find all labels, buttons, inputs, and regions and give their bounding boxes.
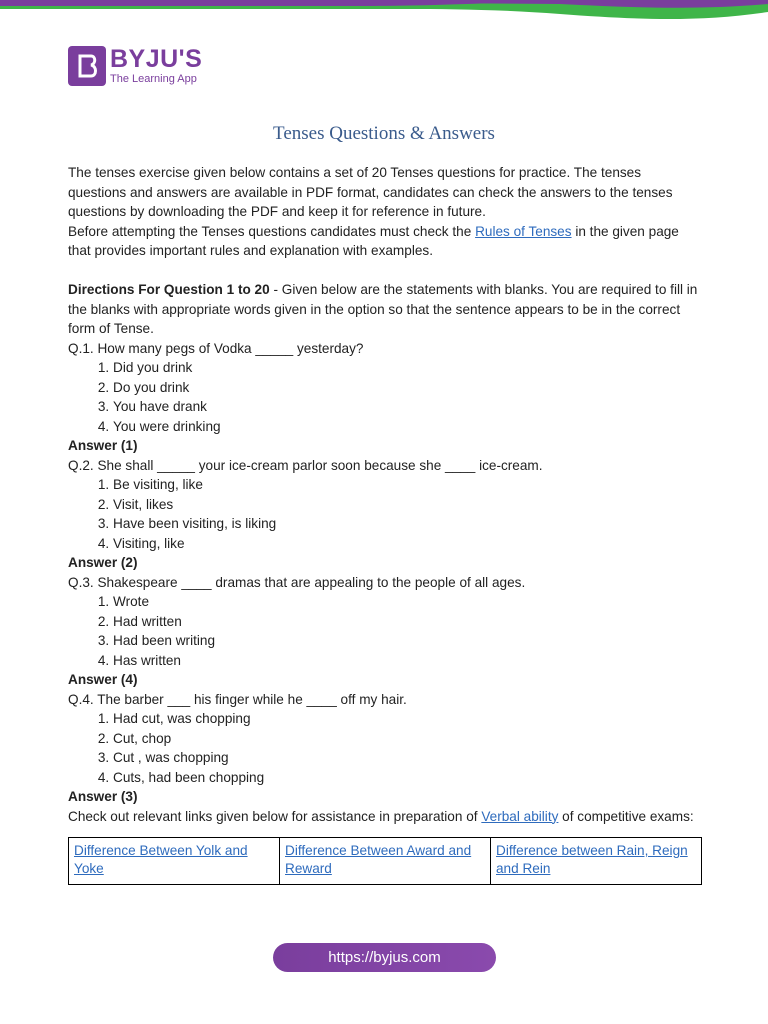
related-link-cell [69, 838, 280, 885]
option: 3. Had been writing [113, 631, 702, 651]
question-4: Q.4. The barber ___ his finger while he ____ off my hair. [68, 691, 407, 707]
byjus-logo [68, 46, 202, 86]
option: 2. Had written [113, 612, 702, 632]
question-2-options [68, 475, 702, 553]
page-title: Tenses Questions & Answers [273, 123, 495, 144]
rules-of-tenses-link[interactable]: Rules of Tenses [475, 223, 572, 239]
related-link-cell [280, 838, 491, 885]
option: 3. Cut , was chopping [113, 748, 702, 768]
header-wave-band [0, 0, 768, 22]
logo-wordmark: BYJU'S [110, 45, 203, 73]
question-3-options [68, 592, 702, 670]
question-4-options [68, 709, 702, 787]
document-body [68, 163, 702, 885]
footer-url-badge[interactable] [273, 943, 496, 972]
option: 1. Wrote [113, 592, 702, 612]
option: 2. Do you drink [113, 378, 702, 398]
option: 2. Visit, likes [113, 495, 702, 515]
option: 3. Have been visiting, is liking [113, 514, 702, 534]
answer-2: Answer (2) [68, 555, 138, 570]
logo-tagline: The Learning App [110, 73, 197, 85]
byjus-logo-icon [68, 46, 106, 86]
option: 4. Has written [113, 651, 702, 671]
question-2: Q.2. She shall _____ your ice-cream parlor soon because she ____ ice-cream. [68, 457, 543, 473]
option: 4. Visiting, like [113, 534, 702, 554]
option: 1. Had cut, was chopping [113, 709, 702, 729]
links-intro: Check out relevant links given below for assistance in preparation of Verbal ability of competitive exams: [68, 808, 694, 824]
directions-paragraph: Directions For Question 1 to 20 - Given below are the statements with blanks. You are required to fill in the blanks with appropriate words given in the option so that the sentence appears to be in the correct form of Tense. [68, 282, 698, 336]
award-reward-link[interactable]: Difference Between Award and Reward [285, 843, 472, 876]
answer-1: Answer (1) [68, 438, 138, 453]
related-link-cell [491, 838, 702, 885]
answer-4: Answer (3) [68, 789, 138, 804]
verbal-ability-link[interactable]: Verbal ability [481, 808, 559, 824]
answer-3: Answer (4) [68, 672, 138, 687]
option: 4. You were drinking [113, 417, 702, 437]
option: 3. You have drank [113, 397, 702, 417]
intro-paragraph: The tenses exercise given below contains a set of 20 Tenses questions for practice. The tenses questions and answers are available in PDF format, candidates can check the answers to the tenses questions by downloading the PDF and keep it for reference in future. [68, 165, 673, 219]
footer-url[interactable]: https://byjus.com [328, 949, 441, 966]
question-1: Q.1. How many pegs of Vodka _____ yesterday? [68, 340, 364, 356]
yolk-yoke-link[interactable]: Difference Between Yolk and Yoke [74, 843, 248, 876]
option: 4. Cuts, had been chopping [113, 768, 702, 788]
question-1-options [68, 358, 702, 436]
related-links-table [68, 837, 702, 885]
rain-reign-rein-link[interactable]: Difference between Rain, Reign and Rein [496, 843, 688, 876]
option: 1. Did you drink [113, 358, 702, 378]
option: 1. Be visiting, like [113, 475, 702, 495]
question-3: Q.3. Shakespeare ____ dramas that are appealing to the people of all ages. [68, 574, 526, 590]
option: 2. Cut, chop [113, 729, 702, 749]
intro-paragraph-2: Before attempting the Tenses questions candidates must check the Rules of Tenses in the given page that provides important rules and explanation with examples. [68, 223, 679, 258]
directions-label: Directions For Question 1 to 20 [68, 282, 270, 297]
